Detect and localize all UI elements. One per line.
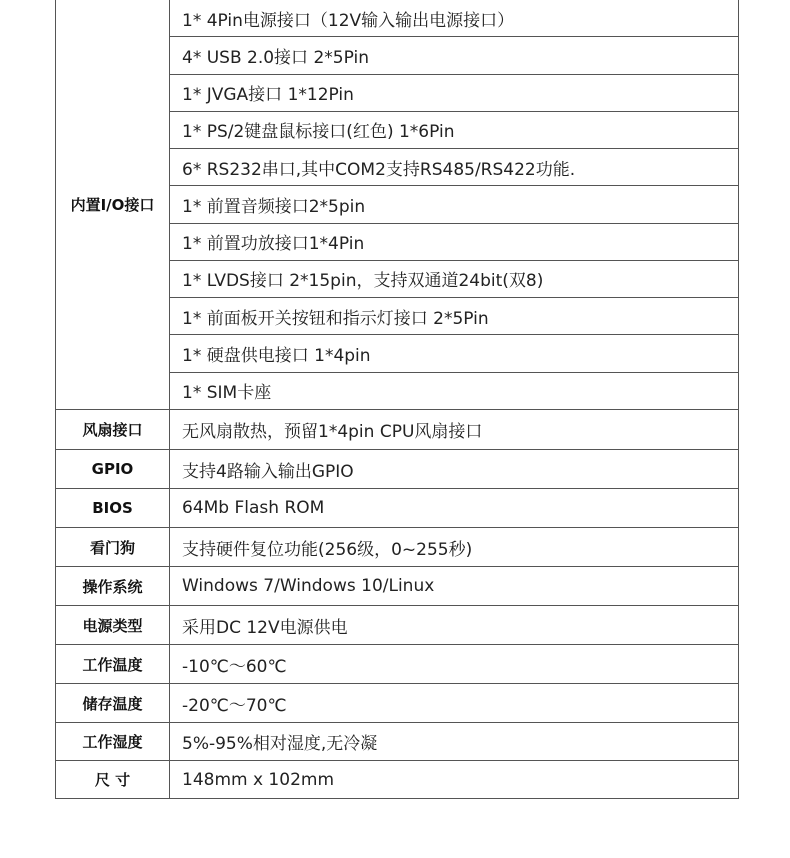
row-value: -20℃～70℃ bbox=[182, 695, 287, 716]
row-value: 无风扇散热，预留1*4pin CPU风扇接口 bbox=[182, 422, 483, 442]
row-value: 148mm x 102mm bbox=[182, 769, 335, 790]
io-interface-group bbox=[56, 0, 738, 409]
spec-row-storage-temp bbox=[56, 683, 738, 722]
io-item: 1* 硬盘供电接口 1*4pin bbox=[170, 334, 738, 371]
row-value: 支持硬件复位功能(256级，0~255秒) bbox=[182, 539, 473, 560]
row-label: 风扇接口 bbox=[56, 410, 170, 449]
spec-row-power bbox=[56, 605, 738, 644]
spec-row-bios bbox=[56, 488, 738, 527]
io-item: 4* USB 2.0接口 2*5Pin bbox=[170, 36, 738, 73]
row-label: 尺 寸 bbox=[56, 761, 170, 798]
row-label: 储存温度 bbox=[56, 684, 170, 722]
spec-row-humidity bbox=[56, 722, 738, 760]
io-item: 1* LVDS接口 2*15pin，支持双通道24bit(双8) bbox=[170, 260, 738, 297]
io-item: 1* JVGA接口 1*12Pin bbox=[170, 74, 738, 111]
io-item: 1* 4Pin电源接口（12V输入输出电源接口） bbox=[182, 10, 515, 31]
row-value: -10℃～60℃ bbox=[182, 656, 287, 677]
row-value: 支持4路输入输出GPIO bbox=[182, 461, 354, 482]
row-label: 看门狗 bbox=[56, 528, 170, 566]
spec-row-fan bbox=[56, 409, 738, 449]
io-group-label: 内置I/O接口 bbox=[56, 0, 170, 409]
io-item: 1* 前面板开关按钮和指示灯接口 2*5Pin bbox=[170, 297, 738, 334]
io-item: 1* PS/2键盘鼠标接口(红色) 1*6Pin bbox=[170, 111, 738, 148]
row-value: 采用DC 12V电源供电 bbox=[182, 617, 348, 638]
spec-row-size bbox=[56, 760, 738, 798]
row-label: GPIO bbox=[56, 450, 170, 488]
spec-row-operating-temp bbox=[56, 644, 738, 683]
io-item: 6* RS232串口,其中COM2支持RS485/RS422功能. bbox=[170, 148, 738, 185]
row-value: 5%-95%相对湿度,无冷凝 bbox=[182, 734, 378, 754]
io-item: 1* 前置功放接口1*4Pin bbox=[170, 223, 738, 260]
spec-row-gpio bbox=[56, 449, 738, 488]
io-item: 1* SIM卡座 bbox=[170, 372, 738, 409]
spec-table bbox=[55, 0, 739, 799]
io-group-values bbox=[170, 0, 738, 409]
row-label: 电源类型 bbox=[56, 606, 170, 644]
row-value: Windows 7/Windows 10/Linux bbox=[182, 576, 435, 596]
row-label: BIOS bbox=[56, 489, 170, 527]
row-value: 64Mb Flash ROM bbox=[182, 498, 325, 518]
row-label: 工作温度 bbox=[56, 645, 170, 683]
spec-row-watchdog bbox=[56, 527, 738, 566]
row-label: 操作系统 bbox=[56, 567, 170, 605]
spec-row-os bbox=[56, 566, 738, 605]
io-item: 1* 前置音频接口2*5pin bbox=[170, 185, 738, 222]
row-label: 工作湿度 bbox=[56, 723, 170, 760]
